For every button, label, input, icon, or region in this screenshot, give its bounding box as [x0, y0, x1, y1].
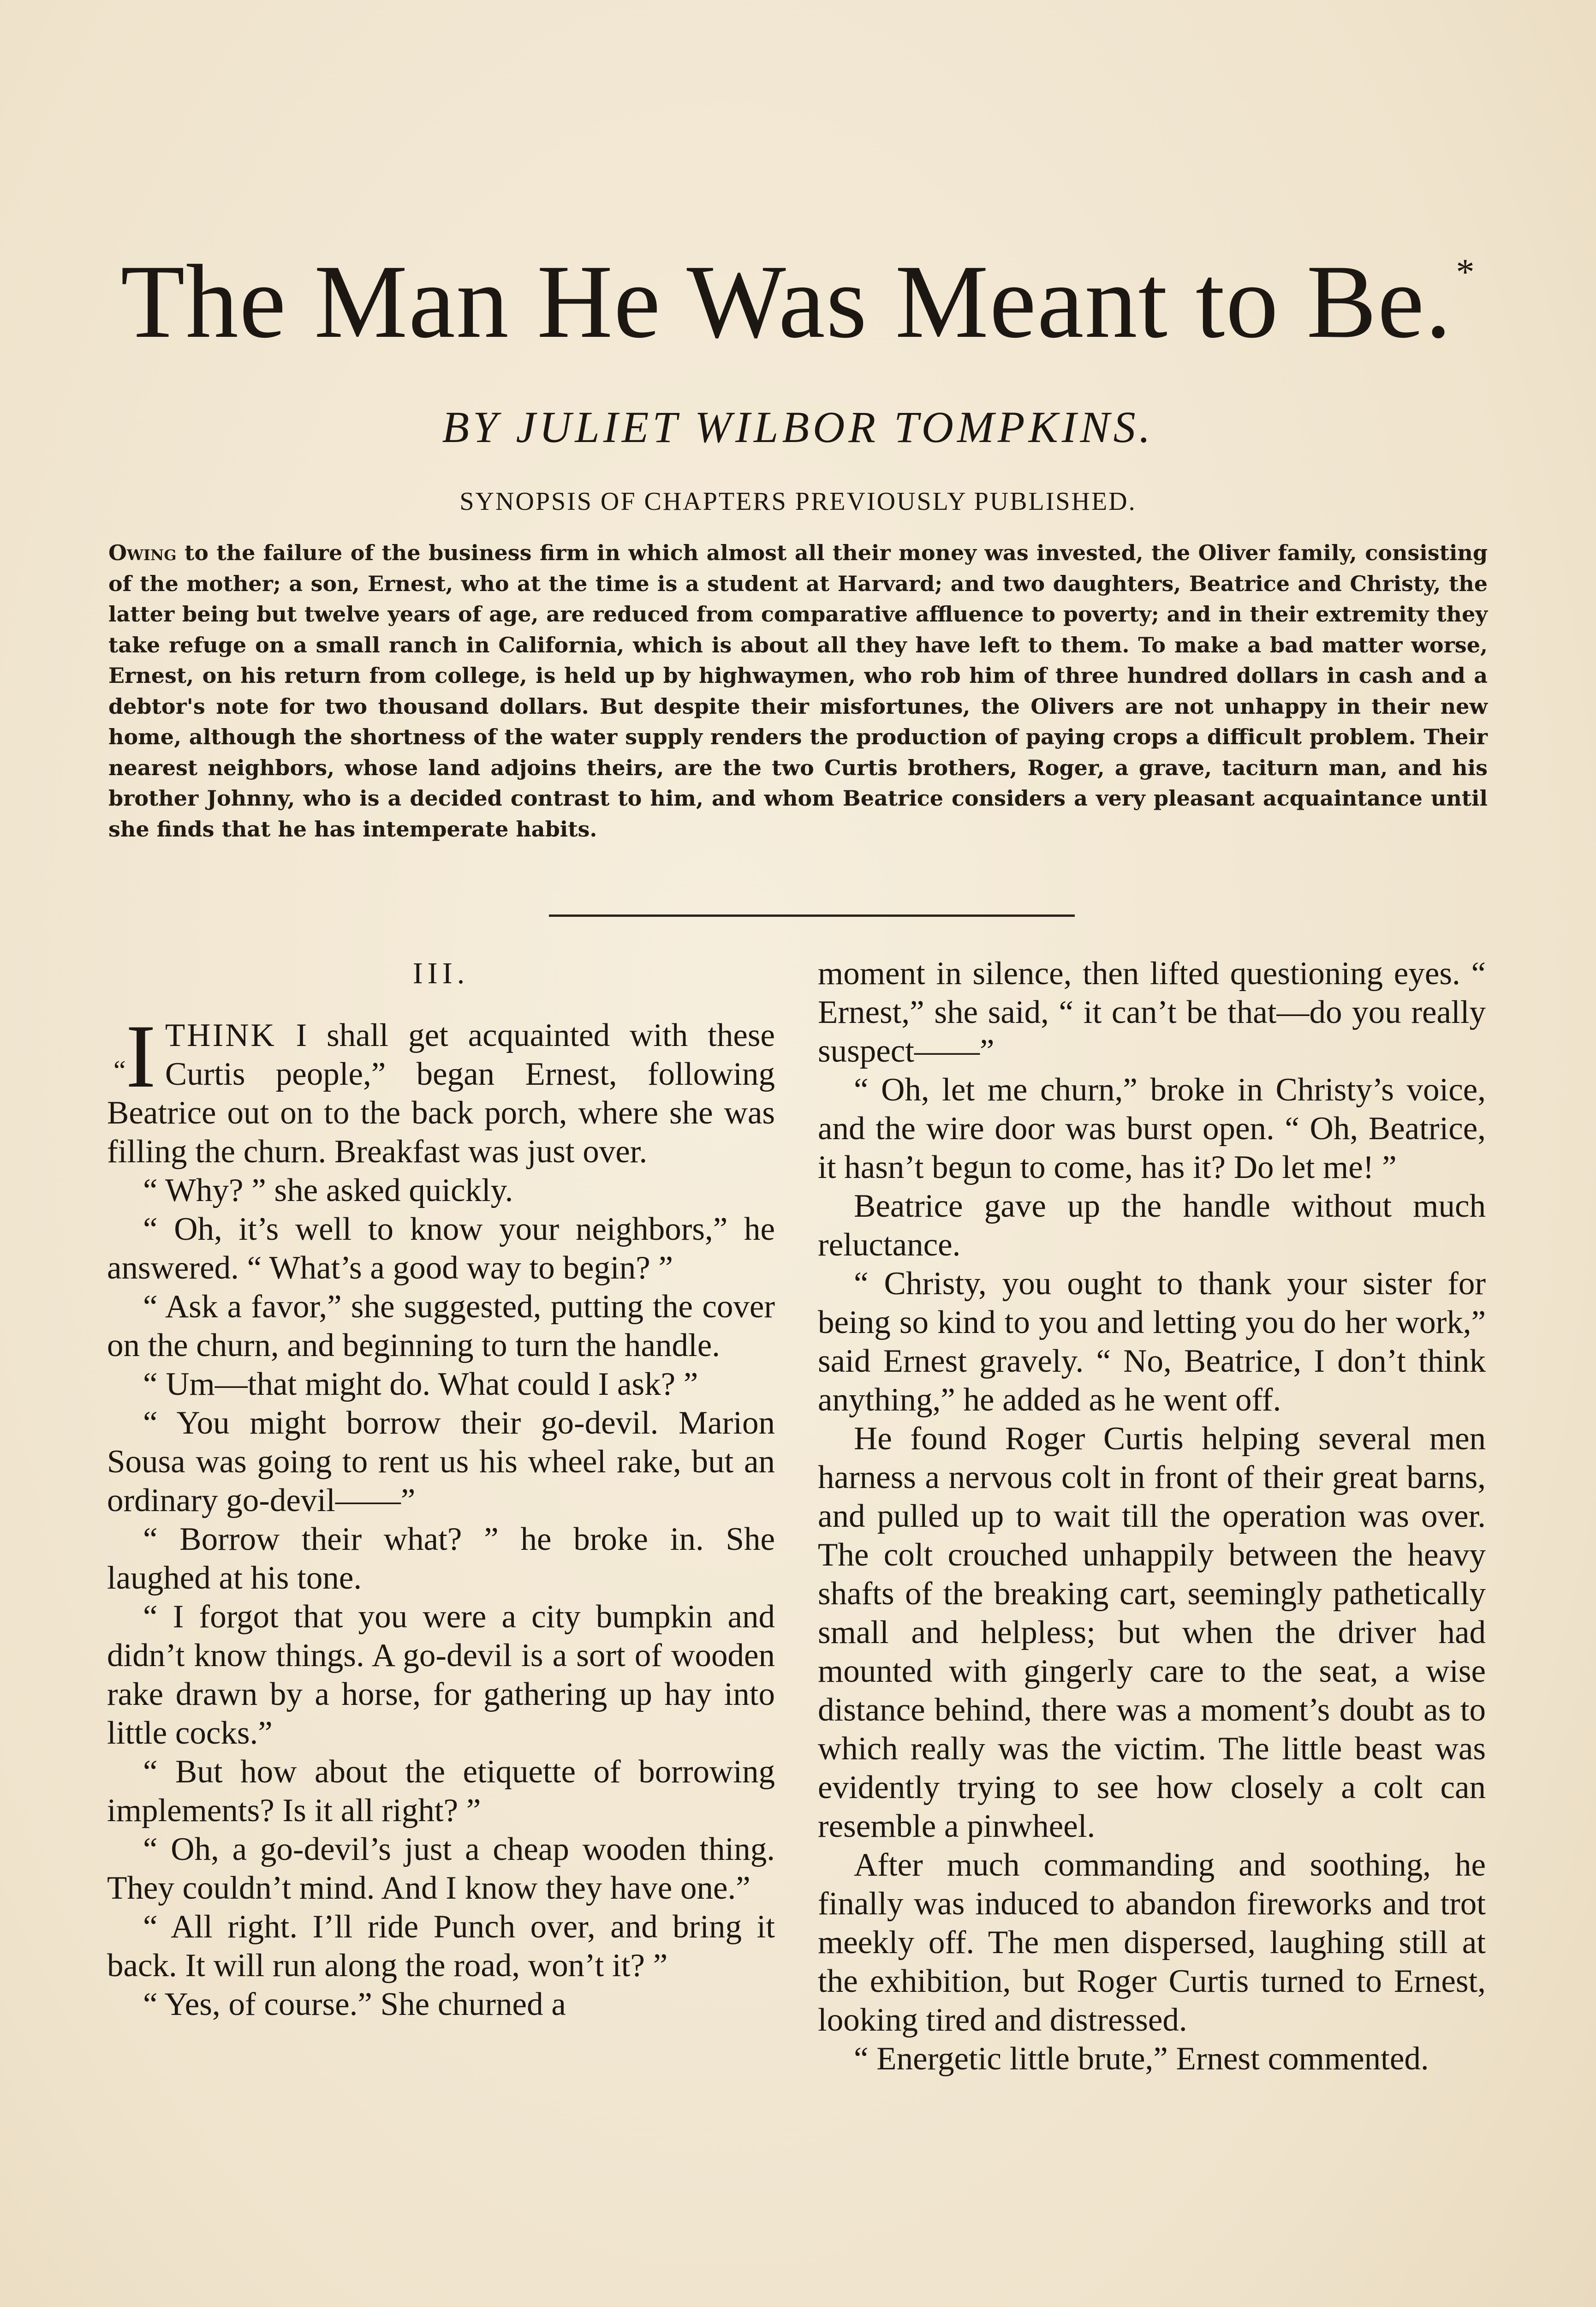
paragraph: “ Oh, it’s well to know your neighbors,” he answered. “ What’s a good way to begin? ” — [107, 1211, 775, 1286]
section-divider — [549, 914, 1075, 917]
paragraph: “ Yes, of course.” She churned a — [143, 1986, 566, 2022]
drop-cap — [113, 1006, 156, 1106]
paragraph: “ Oh, let me churn,” broke in Christy’s voice, and the wire door was burst open. “ Oh, Beatrice, it hasn’t begun to come, has it? Do let me! ” — [818, 1072, 1486, 1185]
paragraph: “ Oh, a go-devil’s just a cheap wooden thing. They couldn’t mind. And I know they have one.” — [107, 1831, 775, 1906]
synopsis-text: to the failure of the business firm in which almost all their money was invested, the Oliver family, consisting of the mother; a son, Ernest, who at the time is a student at Harvard; and two daughters, Beatrice and Christy, the latter being but twelve years of age, are reduced from comparative affluence to poverty; and in their extremity they take refuge on a small ranch in California, which is about all they have left to them. To make a bad matter worse, Ernest, on his return from college, is held up by highwaymen, who rob him of three hundred dollars in cash and a debtor's note for two thousand dollars. But despite their misfortunes, the Olivers are not unhappy in their new home, although the shortness of the water supply renders the production of paying crops a difficult problem. Their nearest neighbors, whose land adjoins theirs, are the two Curtis brothers, Roger, a grave, taciturn man, and his brother Johnny, who is a decided contrast to him, and whom Beatrice considers a very pleasant acquaintance until she finds that he has intemperate habits. — [108, 540, 1488, 842]
paragraph: Beatrice gave up the handle without much reluctance. — [818, 1188, 1486, 1263]
synopsis-lead-word: Owing — [108, 540, 177, 565]
story-title — [0, 244, 1596, 360]
continued-paragraph: moment in silence, then lifted questioning eyes. “ Ernest,” she said, “ it can’t be that—do you really suspect——” — [818, 956, 1486, 1069]
opening-lead-caps: THINK — [165, 1017, 276, 1053]
paragraph: “ All right. I’ll ride Punch over, and bring it back. It will run along the road, won’t it? ” — [107, 1909, 775, 1984]
synopsis-heading: SYNOPSIS OF CHAPTERS PREVIOUSLY PUBLISHED. — [459, 487, 1137, 516]
opening-text: I shall get acquainted with these Curtis people,” began Ernest, following Beatrice out on to the back porch, where she was filling the churn. Breakfast was just over. — [107, 1017, 775, 1170]
paragraph: “ Borrow their what? ” he broke in. She laughed at his tone. — [107, 1521, 775, 1596]
paragraph: “ But how about the etiquette of borrowing implements? Is it all right? ” — [107, 1754, 775, 1829]
author-byline: BY JULIET WILBOR TOMPKINS. — [442, 402, 1154, 452]
paragraph: “ You might borrow their go-devil. Marion Sousa was going to rent us his wheel rake, but an ordinary go-devil——” — [107, 1405, 775, 1518]
paragraph: After much commanding and soothing, he finally was induced to abandon fireworks and trot meekly off. The men dispersed, laughing still at the exhibition, but Roger Curtis turned to Ernest, looking tired and distressed. — [818, 1847, 1486, 2038]
drop-cap-letter: I — [125, 1006, 156, 1106]
paragraph: “ I forgot that you were a city bumpkin and didn’t know things. A go-devil is a sort of wooden rake drawn by a horse, for gathering up hay into little cocks.” — [107, 1599, 775, 1751]
right-column — [818, 954, 1486, 2078]
paragraph: “ Christy, you ought to thank your sister for being so kind to you and letting you do her work,” said Ernest gravely. “ No, Beatrice, I don’t think anything,” he added as he went off. — [818, 1266, 1486, 1418]
paragraph: “ Energetic little brute,” Ernest commented. — [854, 2041, 1429, 2077]
synopsis-paragraph — [108, 538, 1488, 844]
drop-cap-quote: “ — [113, 1055, 126, 1086]
story-title-text: The Man He Was Meant to Be. — [120, 244, 1453, 360]
paragraph: He found Roger Curtis helping several men harness a nervous colt in front of their great barns, and pulled up to wait till the operation was over. The colt crouched unhappily between the heavy shafts of the breaking cart, seemingly pathetically small and helpless; but when the driver had mounted with gingerly care to the seat, a wise distance behind, there was a moment’s doubt as to which really was the victim. The little beast was evidently trying to see how closely a colt can resemble a pinwheel. — [818, 1421, 1486, 1844]
title-footnote-mark: * — [1456, 252, 1476, 293]
opening-paragraph — [107, 1006, 775, 1171]
paragraph: “ Why? ” she asked quickly. — [143, 1172, 513, 1208]
left-column — [107, 954, 775, 2024]
chapter-number: III. — [412, 956, 470, 990]
paragraph: “ Ask a favor,” she suggested, putting the cover on the churn, and beginning to turn the handle. — [107, 1289, 775, 1363]
paragraph: “ Um—that might do. What could I ask? ” — [143, 1366, 698, 1402]
